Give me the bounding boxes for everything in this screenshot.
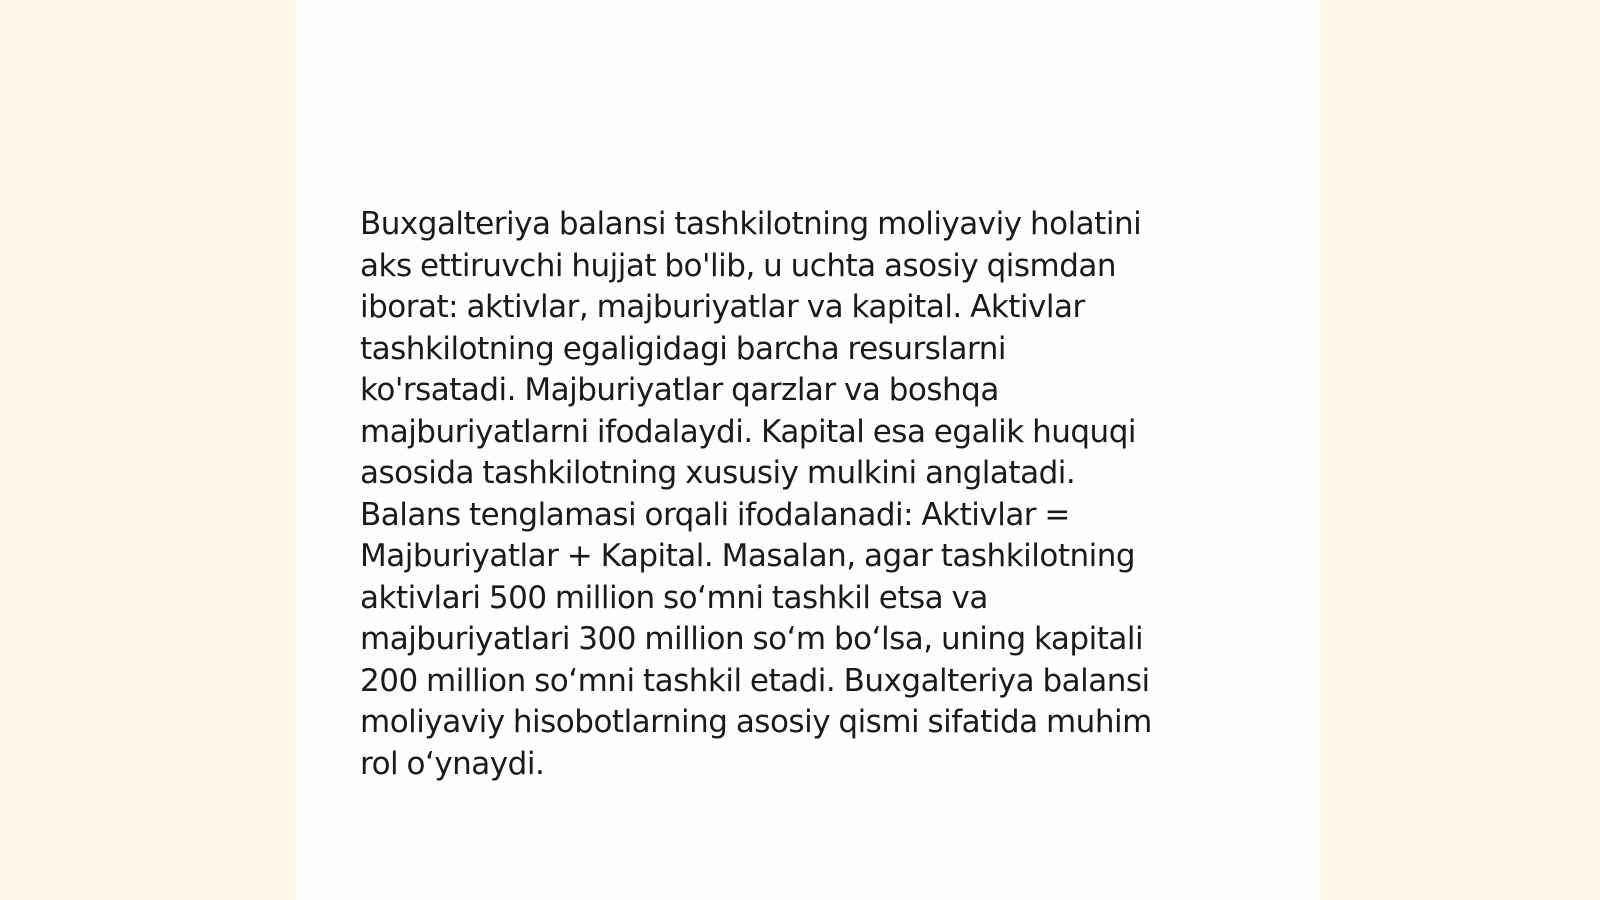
paragraph-line: majburiyatlarni ifodalaydi. Kapital esa egalik huquqi (360, 413, 1136, 450)
paragraph-line: ko'rsatadi. Majburiyatlar qarzlar va boshqa (360, 372, 999, 408)
paragraph-line: aktivlari 500 million so‘mni tashkil etsa va (360, 579, 988, 616)
paragraph-line: rol o‘ynaydi. (360, 745, 545, 782)
paragraph-line: Buxgalteriya balansi tashkilotning moliyaviy holatini (360, 206, 1142, 242)
paragraph-line: aks ettiruvchi hujjat bo'lib, u uchta asosiy qismdan (360, 247, 1117, 284)
body-paragraph (360, 204, 1240, 785)
paragraph-line: asosida tashkilotning xususiy mulkini anglatadi. (360, 455, 1076, 491)
document-page (296, 0, 1320, 900)
paragraph-line: majburiyatlari 300 million so‘m bo‘lsa, uning kapitali (360, 621, 1144, 657)
paragraph-line: 200 million so‘mni tashkil etadi. Buxgalteriya balansi (360, 662, 1150, 699)
paragraph-line: tashkilotning egaligidagi barcha resurslarni (360, 330, 1006, 367)
paragraph-line: Majburiyatlar + Kapital. Masalan, agar tashkilotning (360, 538, 1136, 574)
paragraph-line: iborat: aktivlar, majburiyatlar va kapital. Aktivlar (360, 289, 1085, 325)
paragraph-line: Balans tenglamasi orqali ifodalanadi: Aktivlar = (360, 496, 1070, 533)
paragraph-line: moliyaviy hisobotlarning asosiy qismi sifatida muhim (360, 704, 1152, 740)
